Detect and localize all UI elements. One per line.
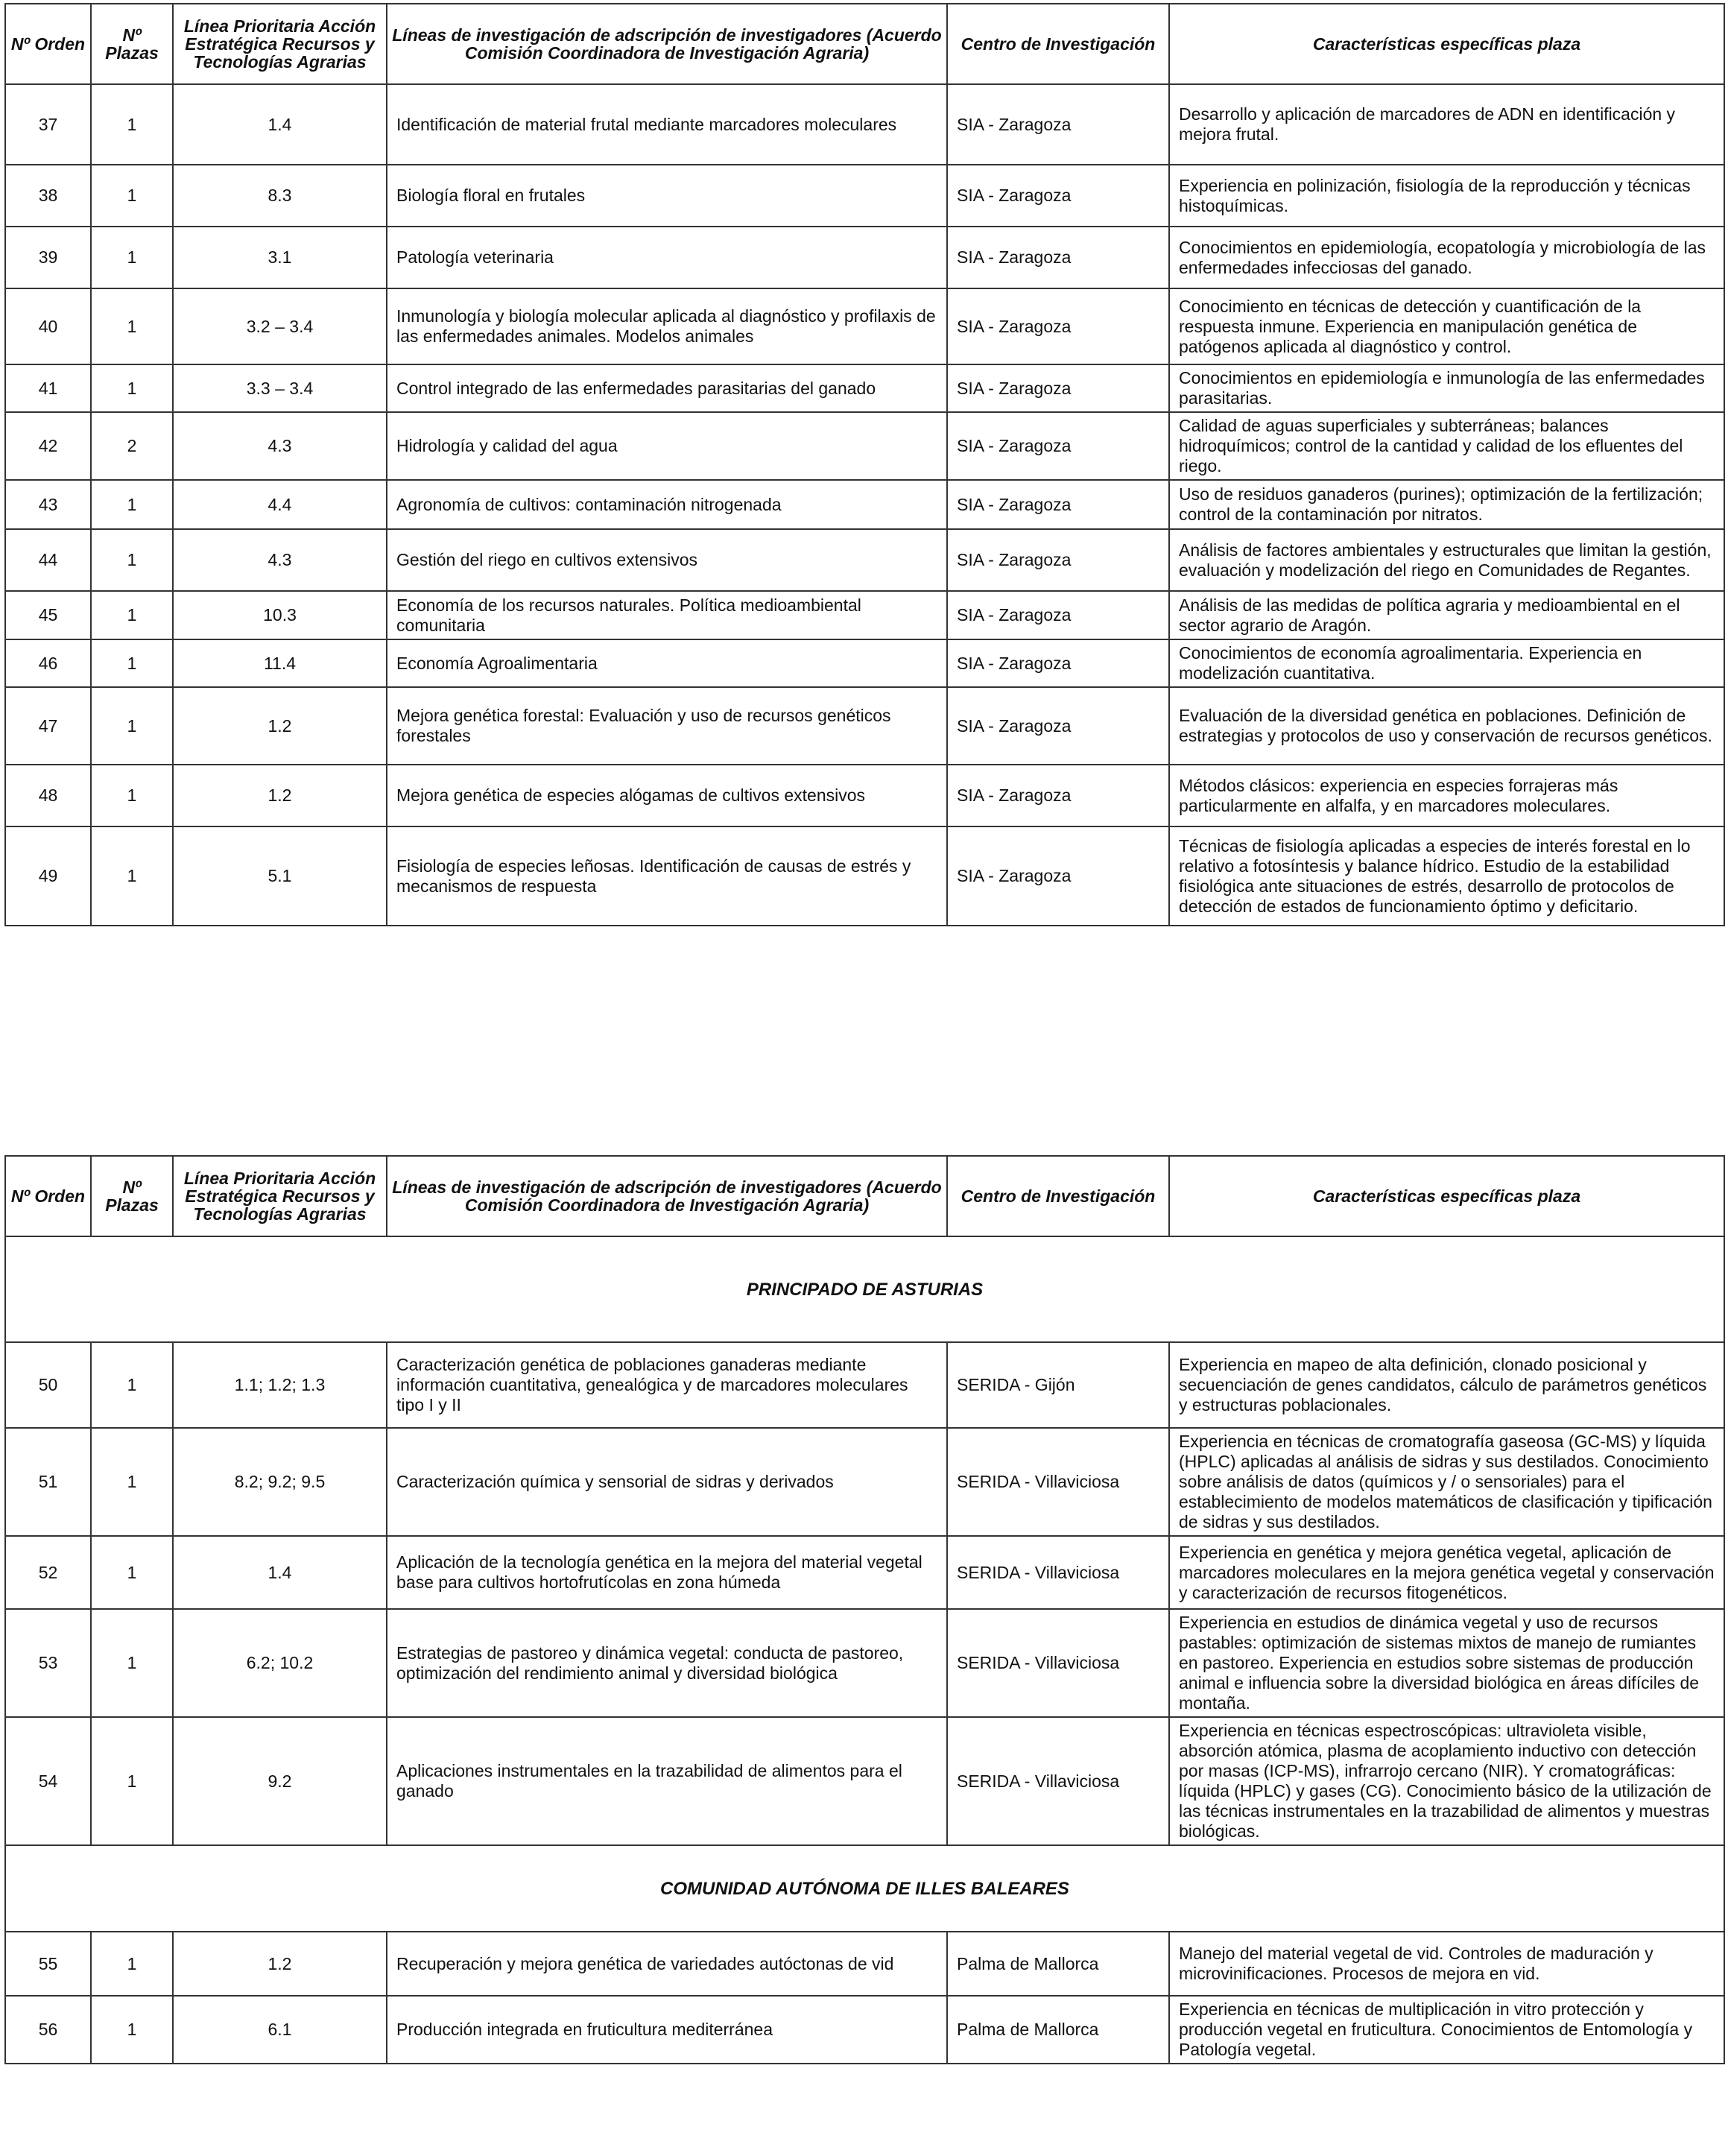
table-body (5, 84, 1724, 926)
cell-caracteristicas: Calidad de aguas superficiales y subterráneas; balances hidroquímicos; control de la cantidad y calidad de los efluentes del riego. (1169, 412, 1724, 480)
cell-centro: SIA - Zaragoza (947, 591, 1169, 639)
cell-centro: SIA - Zaragoza (947, 227, 1169, 288)
cell-plazas: 2 (91, 412, 173, 480)
cell-linea: 1.2 (173, 765, 387, 826)
cell-orden: 48 (5, 765, 91, 826)
table-row (5, 84, 1724, 165)
cell-centro: SIA - Zaragoza (947, 529, 1169, 591)
region-row (5, 1236, 1724, 1342)
cell-investigacion: Biología floral en frutales (387, 165, 947, 227)
table-row (5, 1932, 1724, 1996)
table-row (5, 591, 1724, 639)
cell-plazas: 1 (91, 1428, 173, 1536)
cell-caracteristicas: Desarrollo y aplicación de marcadores de ADN en identificación y mejora frutal. (1169, 84, 1724, 165)
cell-orden: 51 (5, 1428, 91, 1536)
cell-linea: 6.2; 10.2 (173, 1609, 387, 1717)
cell-plazas: 1 (91, 165, 173, 227)
cell-linea: 10.3 (173, 591, 387, 639)
cell-centro: SIA - Zaragoza (947, 826, 1169, 926)
table-row (5, 364, 1724, 412)
cell-investigacion: Economía de los recursos naturales. Política medioambiental comunitaria (387, 591, 947, 639)
cell-caracteristicas: Experiencia en genética y mejora genética vegetal, aplicación de marcadores moleculares en la mejora genética vegetal y conservación y caracterización de recursos fitogenéticos. (1169, 1536, 1724, 1609)
cell-caracteristicas: Experiencia en técnicas de cromatografía gaseosa (GC-MS) y líquida (HPLC) aplicadas al análisis de sidras y sus destilados. Conocimiento sobre análisis de datos (químicos y / o sensoriales) para el establecimiento de modelos matemáticos de clasificación y tipificación de sidras y sus destilados. (1169, 1428, 1724, 1536)
cell-caracteristicas: Métodos clásicos: experiencia en especies forrajeras más particularmente en alfalfa, y en marcadores moleculares. (1169, 765, 1724, 826)
cell-centro: SIA - Zaragoza (947, 639, 1169, 687)
cell-investigacion: Producción integrada en fruticultura mediterránea (387, 1996, 947, 2064)
cell-orden: 37 (5, 84, 91, 165)
cell-caracteristicas: Uso de residuos ganaderos (purines); optimización de la fertilización; control de la contaminación por nitratos. (1169, 480, 1724, 529)
cell-investigacion: Estrategias de pastoreo y dinámica vegetal: conducta de pastoreo, optimización del rendimiento animal y diversidad biológica (387, 1609, 947, 1717)
table-body (5, 1845, 1724, 2064)
cell-investigacion: Aplicación de la tecnología genética en la mejora del material vegetal base para cultivos hortofrutícolas en zona húmeda (387, 1536, 947, 1609)
cell-caracteristicas: Experiencia en estudios de dinámica vegetal y uso de recursos pastables: optimización de sistemas mixtos de manejo de rumiantes en pastoreo. Experiencia en estudios sobre sistemas de producción animal e influencia sobre la diversidad biológica en áreas difíciles de montaña. (1169, 1609, 1724, 1717)
cell-plazas: 1 (91, 288, 173, 364)
cell-orden: 42 (5, 412, 91, 480)
cell-orden: 46 (5, 639, 91, 687)
cell-investigacion: Economía Agroalimentaria (387, 639, 947, 687)
cell-investigacion: Identificación de material frutal mediante marcadores moleculares (387, 84, 947, 165)
cell-linea: 3.1 (173, 227, 387, 288)
table-row (5, 227, 1724, 288)
cell-caracteristicas: Manejo del material vegetal de vid. Controles de maduración y microvinificaciones. Procesos de mejora en vid. (1169, 1932, 1724, 1996)
cell-caracteristicas: Conocimientos de economía agroalimentaria. Experiencia en modelización cuantitativa. (1169, 639, 1724, 687)
cell-investigacion: Fisiología de especies leñosas. Identificación de causas de estrés y mecanismos de respuesta (387, 826, 947, 926)
table-row (5, 1428, 1724, 1536)
cell-plazas: 1 (91, 591, 173, 639)
cell-orden: 54 (5, 1717, 91, 1845)
region-asturias: PRINCIPADO DE ASTURIAS (5, 1236, 1724, 1342)
cell-orden: 50 (5, 1342, 91, 1428)
cell-linea: 1.4 (173, 84, 387, 165)
cell-caracteristicas: Experiencia en polinización, fisiología de la reproducción y técnicas histoquímicas. (1169, 165, 1724, 227)
cell-orden: 49 (5, 826, 91, 926)
table-row (5, 687, 1724, 765)
cell-orden: 43 (5, 480, 91, 529)
cell-investigacion: Gestión del riego en cultivos extensivos (387, 529, 947, 591)
cell-linea: 3.3 – 3.4 (173, 364, 387, 412)
cell-linea: 1.2 (173, 1932, 387, 1996)
header-row (5, 4, 1724, 84)
table-row (5, 165, 1724, 227)
cell-linea: 8.3 (173, 165, 387, 227)
table-row (5, 765, 1724, 826)
table-row (5, 288, 1724, 364)
cell-linea: 6.1 (173, 1996, 387, 2064)
cell-centro: Palma de Mallorca (947, 1996, 1169, 2064)
header-caracteristicas: Características específicas plaza (1169, 1156, 1724, 1236)
cell-caracteristicas: Experiencia en técnicas espectroscópicas: ultravioleta visible, absorción atómica, plasma de acoplamiento inductivo con detección por masas (ICP-MS), infrarrojo cercano (NIR). Y cromatográficas: líquida (HPLC) y gases (CG). Conocimiento básico de la utilización de las técnicas instrumentales en la trazabilidad de alimentos y muestras biológicas. (1169, 1717, 1724, 1845)
cell-centro: SIA - Zaragoza (947, 765, 1169, 826)
cell-centro: SERIDA - Villaviciosa (947, 1428, 1169, 1536)
table-row (5, 529, 1724, 591)
table-row (5, 1996, 1724, 2064)
cell-plazas: 1 (91, 826, 173, 926)
table-row (5, 480, 1724, 529)
header-orden: Nº Orden (5, 4, 91, 84)
cell-investigacion: Mejora genética forestal: Evaluación y uso de recursos genéticos forestales (387, 687, 947, 765)
cell-caracteristicas: Evaluación de la diversidad genética en poblaciones. Definición de estrategias y protocolos de uso y conservación de recursos genéticos. (1169, 687, 1724, 765)
table-row (5, 1342, 1724, 1428)
cell-linea: 4.3 (173, 529, 387, 591)
cell-caracteristicas: Conocimientos en epidemiología e inmunología de las enfermedades parasitarias. (1169, 364, 1724, 412)
cell-centro: SERIDA - Gijón (947, 1342, 1169, 1428)
table-row (5, 1609, 1724, 1717)
table-row (5, 412, 1724, 480)
header-linea: Línea Prioritaria Acción Estratégica Recursos y Tecnologías Agrarias (173, 1156, 387, 1236)
cell-plazas: 1 (91, 687, 173, 765)
cell-investigacion: Recuperación y mejora genética de variedades autóctonas de vid (387, 1932, 947, 1996)
header-investigacion: Líneas de investigación de adscripción de investigadores (Acuerdo Comisión Coordinadora de Investigación Agraria) (387, 1156, 947, 1236)
cell-caracteristicas: Conocimiento en técnicas de detección y cuantificación de la respuesta inmune. Experiencia en manipulación genética de patógenos aplicada al diagnóstico y control. (1169, 288, 1724, 364)
region-row (5, 1845, 1724, 1932)
header-linea: Línea Prioritaria Acción Estratégica Recursos y Tecnologías Agrarias (173, 4, 387, 84)
header-centro: Centro de Investigación (947, 1156, 1169, 1236)
cell-linea: 3.2 – 3.4 (173, 288, 387, 364)
cell-investigacion: Inmunología y biología molecular aplicada al diagnóstico y profilaxis de las enfermedades animales. Modelos animales (387, 288, 947, 364)
cell-linea: 8.2; 9.2; 9.5 (173, 1428, 387, 1536)
cell-orden: 39 (5, 227, 91, 288)
cell-linea: 9.2 (173, 1717, 387, 1845)
cell-centro: SIA - Zaragoza (947, 84, 1169, 165)
cell-investigacion: Mejora genética de especies alógamas de cultivos extensivos (387, 765, 947, 826)
cell-centro: SIA - Zaragoza (947, 288, 1169, 364)
header-plazas: Nº Plazas (91, 4, 173, 84)
cell-centro: Palma de Mallorca (947, 1932, 1169, 1996)
cell-plazas: 1 (91, 84, 173, 165)
cell-investigacion: Hidrología y calidad del agua (387, 412, 947, 480)
cell-linea: 5.1 (173, 826, 387, 926)
header-investigacion: Líneas de investigación de adscripción de investigadores (Acuerdo Comisión Coordinadora de Investigación Agraria) (387, 4, 947, 84)
cell-linea: 11.4 (173, 639, 387, 687)
cell-orden: 53 (5, 1609, 91, 1717)
cell-centro: SIA - Zaragoza (947, 412, 1169, 480)
table-row (5, 639, 1724, 687)
cell-plazas: 1 (91, 1717, 173, 1845)
cell-plazas: 1 (91, 1342, 173, 1428)
cell-plazas: 1 (91, 364, 173, 412)
cell-orden: 47 (5, 687, 91, 765)
cell-orden: 44 (5, 529, 91, 591)
cell-orden: 52 (5, 1536, 91, 1609)
cell-investigacion: Control integrado de las enfermedades parasitarias del ganado (387, 364, 947, 412)
cell-centro: SIA - Zaragoza (947, 687, 1169, 765)
table-body (5, 1236, 1724, 1845)
cell-plazas: 1 (91, 765, 173, 826)
cell-plazas: 1 (91, 480, 173, 529)
cell-investigacion: Patología veterinaria (387, 227, 947, 288)
cell-linea: 1.1; 1.2; 1.3 (173, 1342, 387, 1428)
cell-orden: 56 (5, 1996, 91, 2064)
cell-plazas: 1 (91, 1996, 173, 2064)
cell-orden: 38 (5, 165, 91, 227)
cell-centro: SIA - Zaragoza (947, 364, 1169, 412)
region-baleares: COMUNIDAD AUTÓNOMA DE ILLES BALEARES (5, 1845, 1724, 1932)
cell-caracteristicas: Experiencia en técnicas de multiplicación in vitro protección y producción vegetal en fruticultura. Conocimientos de Entomología y Patología vegetal. (1169, 1996, 1724, 2064)
cell-plazas: 1 (91, 639, 173, 687)
cell-caracteristicas: Conocimientos en epidemiología, ecopatología y microbiología de las enfermedades infecciosas del ganado. (1169, 227, 1724, 288)
cell-centro: SERIDA - Villaviciosa (947, 1609, 1169, 1717)
cell-caracteristicas: Análisis de factores ambientales y estructurales que limitan la gestión, evaluación y modelización del riego en Comunidades de Regantes. (1169, 529, 1724, 591)
cell-linea: 1.2 (173, 687, 387, 765)
cell-centro: SERIDA - Villaviciosa (947, 1717, 1169, 1845)
header-caracteristicas: Características específicas plaza (1169, 4, 1724, 84)
table-row (5, 1536, 1724, 1609)
table-zaragoza (4, 3, 1725, 926)
cell-centro: SERIDA - Villaviciosa (947, 1536, 1169, 1609)
cell-linea: 4.3 (173, 412, 387, 480)
cell-investigacion: Caracterización genética de poblaciones ganaderas mediante información cuantitativa, genealógica y de marcadores moleculares tipo I y II (387, 1342, 947, 1428)
cell-plazas: 1 (91, 227, 173, 288)
header-centro: Centro de Investigación (947, 4, 1169, 84)
header-plazas: Nº Plazas (91, 1156, 173, 1236)
cell-investigacion: Caracterización química y sensorial de sidras y derivados (387, 1428, 947, 1536)
cell-linea: 4.4 (173, 480, 387, 529)
cell-investigacion: Agronomía de cultivos: contaminación nitrogenada (387, 480, 947, 529)
cell-caracteristicas: Técnicas de fisiología aplicadas a especies de interés forestal en lo relativo a fotosíntesis y balance hídrico. Estudio de la estabilidad fisiológica ante situaciones de estrés, desarrollo de protocolos de detección de estados de funcionamiento óptimo y deficitario. (1169, 826, 1724, 926)
cell-orden: 45 (5, 591, 91, 639)
cell-plazas: 1 (91, 1932, 173, 1996)
cell-plazas: 1 (91, 529, 173, 591)
cell-investigacion: Aplicaciones instrumentales en la trazabilidad de alimentos para el ganado (387, 1717, 947, 1845)
cell-orden: 40 (5, 288, 91, 364)
cell-linea: 1.4 (173, 1536, 387, 1609)
cell-plazas: 1 (91, 1536, 173, 1609)
table-row (5, 826, 1724, 926)
table-asturias-baleares (4, 1155, 1725, 2064)
cell-orden: 55 (5, 1932, 91, 1996)
cell-centro: SIA - Zaragoza (947, 165, 1169, 227)
cell-plazas: 1 (91, 1609, 173, 1717)
cell-caracteristicas: Análisis de las medidas de política agraria y medioambiental en el sector agrario de Aragón. (1169, 591, 1724, 639)
cell-centro: SIA - Zaragoza (947, 480, 1169, 529)
cell-orden: 41 (5, 364, 91, 412)
cell-caracteristicas: Experiencia en mapeo de alta definición, clonado posicional y secuenciación de genes candidatos, cálculo de parámetros genéticos y estructuras poblacionales. (1169, 1342, 1724, 1428)
header-row (5, 1156, 1724, 1236)
header-orden: Nº Orden (5, 1156, 91, 1236)
table-row (5, 1717, 1724, 1845)
